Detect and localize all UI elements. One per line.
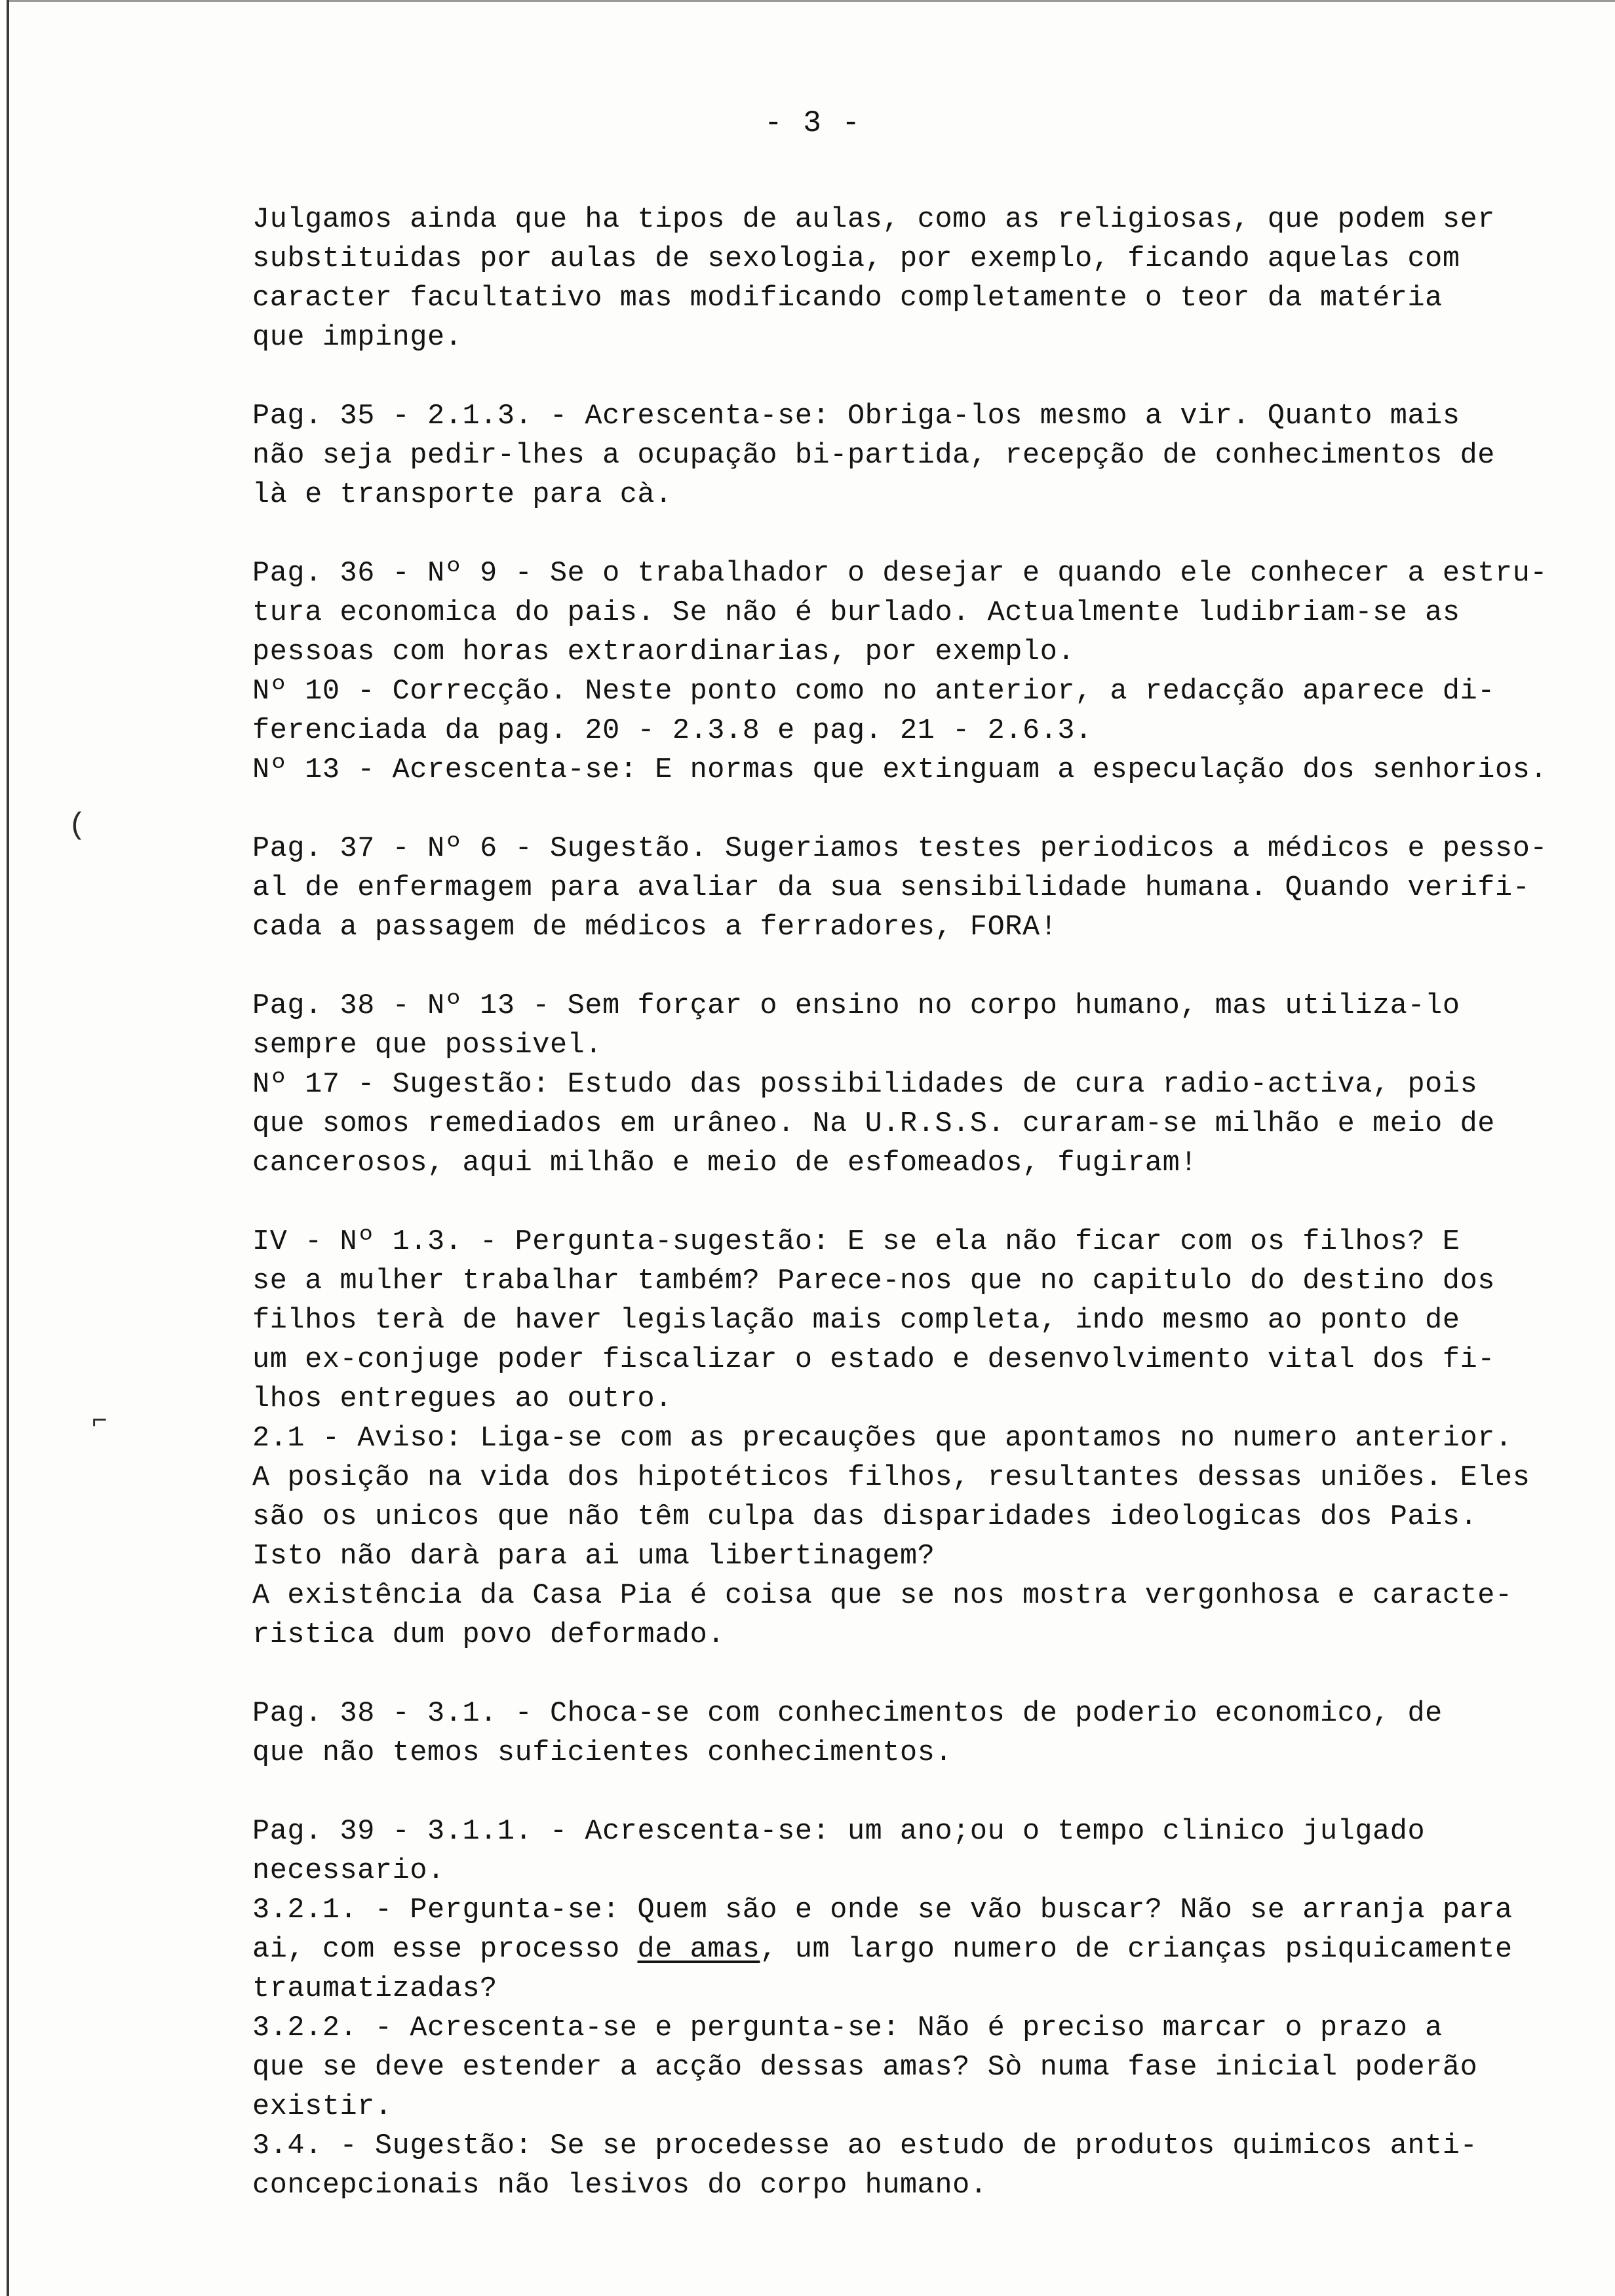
text-line: um ex-conjuge poder fiscalizar o estado e desenvolvimento vital dos fi-	[252, 1344, 1496, 1376]
text-span: ai, com esse processo	[252, 1934, 638, 1966]
text-line: Pag. 38 - Nº 13 - Sem forçar o ensino no corpo humano, mas utiliza-lo	[252, 990, 1460, 1022]
text-line: Pag. 38 - 3.1. - Choca-se com conhecimentos de poderio economico, de	[252, 1698, 1443, 1730]
text-line: Pag. 35 - 2.1.3. - Acrescenta-se: Obriga-los mesmo a vir. Quanto mais	[252, 400, 1460, 432]
text-line: não seja pedir-lhes a ocupação bi-partida, recepção de conhecimentos de	[252, 440, 1496, 472]
text-line: Pag. 39 - 3.1.1. - Acrescenta-se: um ano;ou o tempo clinico julgado	[252, 1816, 1426, 1848]
text-line: Nº 17 - Sugestão: Estudo das possibilidades de cura radio-activa, pois	[252, 1069, 1478, 1101]
text-line: substituidas por aulas de sexologia, por exemplo, ficando aquelas com	[252, 243, 1460, 275]
text-line: lhos entregues ao outro.	[252, 1383, 672, 1415]
text-line: 3.2.1. - Pergunta-se: Quem são e onde se vão buscar? Não se arranja para	[252, 1894, 1513, 1926]
text-line: necessario.	[252, 1855, 445, 1887]
text-line: Julgamos ainda que ha tipos de aulas, como as religiosas, que podem ser	[252, 204, 1496, 236]
text-line: ristica dum povo deformado.	[252, 1619, 726, 1651]
text-line: Nº 10 - Correcção. Neste ponto como no anterior, a redacção aparece di-	[252, 676, 1496, 708]
text-line: traumatizadas?	[252, 1973, 497, 2005]
text-line: que não temos suficientes conhecimentos.	[252, 1737, 953, 1769]
text-line: IV - Nº 1.3. - Pergunta-sugestão: E se ela não ficar com os filhos? E	[252, 1226, 1460, 1258]
text-line: tura economica do pais. Se não é burlado. Actualmente ludibriam-se as	[252, 597, 1460, 629]
text-line: 3.4. - Sugestão: Se se procedesse ao estudo de produtos quimicos anti-	[252, 2130, 1478, 2162]
text-line: existir.	[252, 2091, 393, 2123]
text-line: Nº 13 - Acrescenta-se: E normas que extinguam a especulação dos senhorios.	[252, 754, 1548, 786]
text-line: 3.2.2. - Acrescenta-se e pergunta-se: Não é preciso marcar o prazo a	[252, 2012, 1443, 2044]
page-top-edge	[7, 0, 1615, 2]
text-line: que se deve estender a acção dessas amas? Sò numa fase inicial poderão	[252, 2052, 1478, 2084]
text-line: 2.1 - Aviso: Liga-se com as precauções que apontamos no numero anterior.	[252, 1423, 1513, 1455]
text-line: Pag. 37 - Nº 6 - Sugestão. Sugeriamos testes periodicos a médicos e pesso-	[252, 833, 1548, 865]
text-line: se a mulher trabalhar também? Parece-nos que no capitulo do destino dos	[252, 1265, 1496, 1297]
page-number: - 3 -	[764, 106, 862, 140]
text-line: sempre que possivel.	[252, 1029, 603, 1062]
text-line: que somos remediados em urâneo. Na U.R.S.S. curaram-se milhão e meio de	[252, 1108, 1496, 1140]
text-line: là e transporte para cà.	[252, 479, 672, 511]
text-line: filhos terà de haver legislação mais completa, indo mesmo ao ponto de	[252, 1305, 1460, 1337]
text-line-with-underline	[252, 1930, 1537, 1970]
text-line: cada a passagem de médicos a ferradores, FORA!	[252, 911, 1058, 944]
text-line: ferenciada da pag. 20 - 2.3.8 e pag. 21 - 2.6.3.	[252, 715, 1093, 747]
text-line: concepcionais não lesivos do corpo humano.	[252, 2170, 988, 2202]
text-line: pessoas com horas extraordinarias, por exemplo.	[252, 636, 1076, 668]
text-line: A posição na vida dos hipotéticos filhos, resultantes dessas uniões. Eles	[252, 1462, 1530, 1494]
text-line: são os unicos que não têm culpa das disparidades ideologicas dos Pais.	[252, 1501, 1478, 1533]
text-span: , um largo numero de crianças psiquicamente	[760, 1934, 1513, 1966]
text-line: al de enfermagem para avaliar da sua sensibilidade humana. Quando verifi-	[252, 872, 1530, 904]
underlined-phrase: de amas	[637, 1934, 760, 1966]
margin-mark: (	[68, 809, 87, 843]
text-line: caracter facultativo mas modificando completamente o teor da matéria	[252, 282, 1443, 315]
text-line: Isto não darà para ai uma libertinagem?	[252, 1540, 935, 1573]
page-left-edge	[7, 0, 9, 2296]
text-line: A existência da Casa Pia é coisa que se nos mostra vergonhosa e caracte-	[252, 1580, 1513, 1612]
text-line: cancerosos, aqui milhão e meio de esfomeados, fugiram!	[252, 1147, 1198, 1179]
document-body	[252, 201, 1548, 2206]
margin-mark: ⌐	[92, 1407, 108, 1437]
text-line: Pag. 36 - Nº 9 - Se o trabalhador o desejar e quando ele conhecer a estru-	[252, 558, 1548, 590]
text-line: que impinge.	[252, 322, 463, 354]
